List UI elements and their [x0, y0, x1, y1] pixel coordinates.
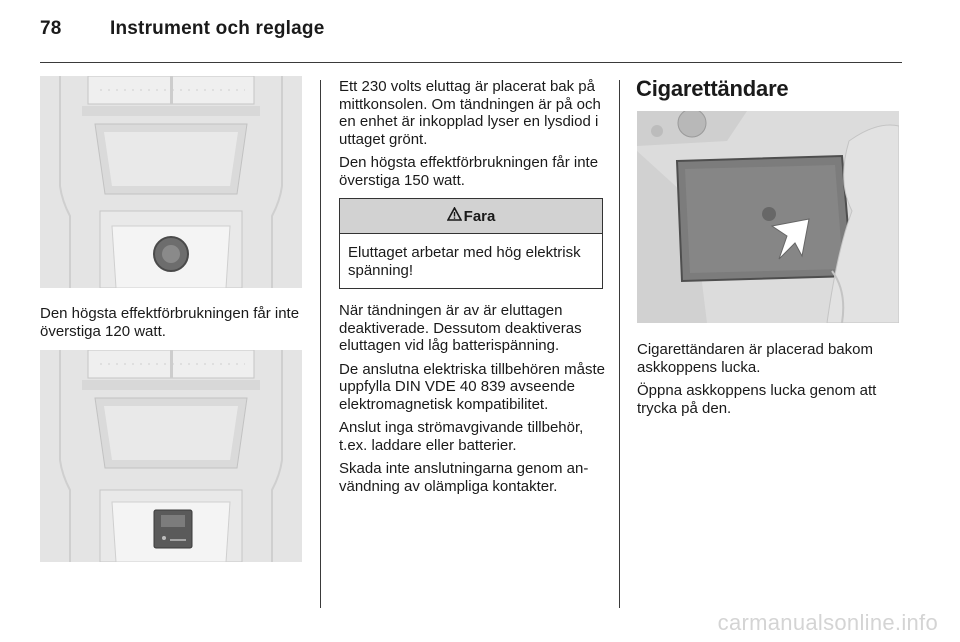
paragraph-din-vde: De anslutna elektriska tillbehören måste uppfylla DIN VDE 40 839 avseende elektromagnetisk kompatibilitet.: [339, 360, 605, 413]
section-title-cigarettandare: Cigarettändare: [636, 76, 789, 101]
paragraph-deactivated: När tändningen är av är eluttagen deaktiverade. Dessutom deaktiveras eluttagen vid låg batterispänning.: [339, 302, 582, 354]
paragraph-no-chargers: Anslut inga strömavgivande tillbehör, t.ex. laddare eller batterier.: [339, 419, 584, 454]
paragraph-open-ashtray: Öppna askkoppens lucka genom att trycka på den.: [637, 382, 877, 417]
column-divider-2: [619, 80, 620, 608]
paragraph-outlet-location: Ett 230 volts eluttag är placerat bak på mittkonsolen. Om tändningen är på och en enhet är inkopplad lyser en lysdiod i uttaget grönt.: [339, 78, 601, 148]
column-2-text-bottom: [339, 302, 605, 501]
paragraph-no-damage: Skada inte anslutningarna genom användning av olämpliga kontakter.: [339, 460, 589, 495]
page-header: [40, 18, 325, 40]
column-2-text-top: [339, 78, 605, 195]
warning-header: [340, 199, 602, 234]
paragraph-lighter-location: Cigarettändaren är placerad bakom askkoppens lucka.: [637, 341, 873, 376]
warning-text: Eluttaget arbetar med hög elektrisk spänning!: [348, 244, 581, 279]
caption-120w: Den högsta effektförbrukningen får inte överstiga 120 watt.: [40, 305, 300, 340]
warning-triangle-icon: [447, 207, 462, 226]
watermark: carmanualsonline.info: [717, 610, 938, 635]
warning-box: [339, 198, 603, 289]
page-title: Instrument och reglage: [110, 18, 325, 39]
paragraph-150w: Den högsta effektförbrukningen får inte överstiga 150 watt.: [339, 154, 599, 189]
header-rule: [40, 62, 902, 63]
page-number: 78: [40, 18, 62, 39]
figure-outlet-open: [40, 350, 302, 562]
figure-outlet-closed: [40, 76, 302, 288]
column-3-text: [637, 341, 903, 423]
column-divider-1: [320, 80, 321, 608]
figure-cigarette-lighter: [637, 111, 899, 323]
warning-title: Fara: [463, 207, 496, 225]
